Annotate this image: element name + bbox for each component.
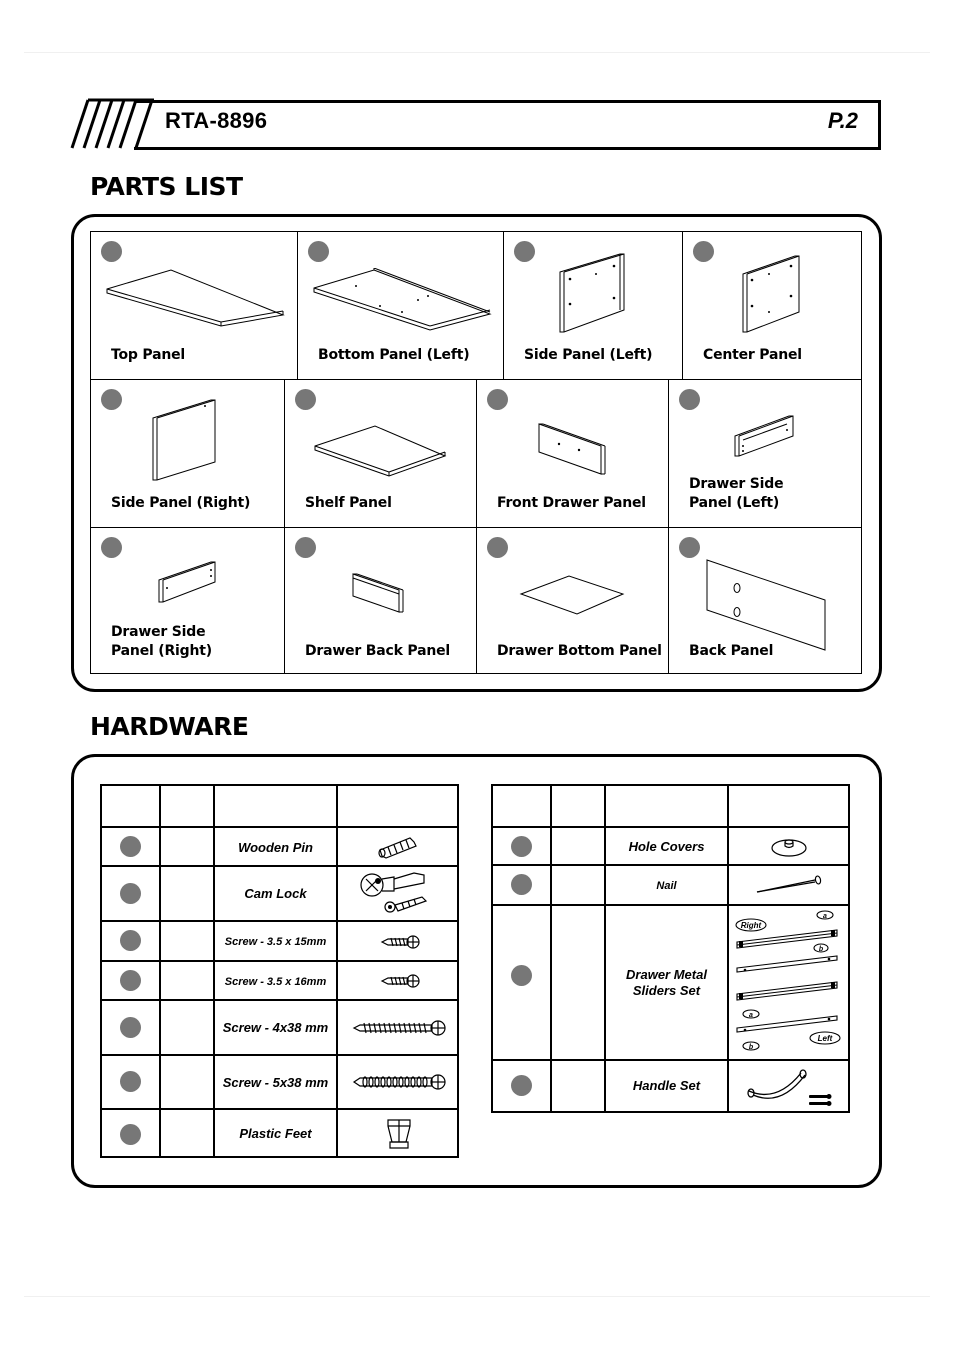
hardware-number-dot (120, 1124, 141, 1145)
slider-tag-left: Left (817, 1034, 833, 1043)
part-label: Drawer Back Panel (305, 643, 450, 659)
part-number-dot (487, 389, 508, 410)
plastic-foot-icon (384, 1116, 414, 1152)
part-cell (669, 528, 861, 673)
hardware-row (493, 866, 848, 906)
cam-lock-icon (358, 869, 434, 919)
wooden-pin-icon (376, 834, 420, 860)
long-screw-icon (352, 1070, 448, 1094)
part-number-dot (101, 537, 122, 558)
hardware-row (102, 828, 457, 867)
front-drawer-panel-drawing (535, 420, 609, 478)
page-number: P.2 (827, 108, 858, 133)
brand-stripes-icon (68, 98, 158, 150)
part-label-text: Drawer Side Panel (Left) (689, 476, 784, 511)
hardware-row (493, 906, 848, 1061)
bottom-panel-drawing (310, 268, 494, 334)
hardware-name: Screw - 3.5 x 15mm (224, 936, 327, 948)
hardware-row (102, 922, 457, 962)
part-cell (477, 528, 669, 673)
short-screw-icon (380, 932, 422, 952)
slider-tag-b: b (818, 946, 824, 953)
part-number-dot (295, 389, 316, 410)
part-label: Side Panel (Right) (111, 495, 251, 511)
part-label (689, 475, 829, 513)
part-label: Side Panel (Left) (524, 347, 653, 363)
hardware-number-dot (120, 970, 141, 991)
table-header-row (102, 786, 457, 828)
part-label: Top Panel (111, 347, 185, 363)
part-label: Shelf Panel (305, 495, 392, 511)
part-cell (91, 232, 298, 380)
hole-cover-icon (769, 834, 809, 858)
hardware-name: Screw - 3.5 x 16mm (224, 976, 327, 988)
part-number-dot (101, 389, 122, 410)
hardware-number-dot (511, 836, 532, 857)
part-label: Drawer Bottom Panel (497, 643, 662, 659)
part-number-dot (295, 537, 316, 558)
hardware-row (102, 1056, 457, 1110)
hardware-name: Screw - 5x38 mm (222, 1075, 329, 1090)
hardware-name: Wooden Pin (238, 840, 313, 855)
center-panel-drawing (739, 252, 805, 336)
part-cell (504, 232, 683, 380)
part-cell (285, 528, 477, 673)
nail-icon (755, 874, 825, 896)
handle-icon (743, 1065, 835, 1109)
drawer-bottom-panel-drawing (517, 574, 627, 618)
part-cell (477, 380, 669, 528)
hardware-number-dot (120, 836, 141, 857)
top-panel-drawing (103, 268, 287, 328)
hardware-number-dot (120, 1071, 141, 1092)
part-number-dot (308, 241, 329, 262)
part-number-dot (693, 241, 714, 262)
part-number-dot (514, 241, 535, 262)
hardware-name: Cam Lock (244, 886, 307, 901)
top-page-rule (24, 52, 930, 53)
side-panel-left-drawing (556, 252, 632, 336)
part-cell (285, 380, 477, 528)
part-cell (91, 380, 285, 528)
short-screw-icon (380, 971, 422, 991)
part-number-dot (487, 537, 508, 558)
hardware-row (493, 1061, 848, 1111)
hardware-name: Plastic Feet (239, 1126, 312, 1141)
hardware-number-dot (120, 930, 141, 951)
hardware-number-dot (120, 1017, 141, 1038)
hardware-row (102, 1110, 457, 1156)
hardware-number-dot (511, 874, 532, 895)
part-label: Bottom Panel (Left) (318, 347, 470, 363)
hardware-row (102, 962, 457, 1001)
table-header-row (493, 786, 848, 828)
part-cell (683, 232, 861, 380)
part-cell (298, 232, 504, 380)
model-code: RTA-8896 (165, 108, 268, 133)
part-label-text: Drawer Side Panel (Right) (111, 624, 212, 659)
hardware-table-right (491, 784, 850, 1113)
part-number-dot (679, 537, 700, 558)
slider-set-icon (733, 908, 845, 1058)
hardware-number-dot (511, 965, 532, 986)
hardware-number-dot (511, 1075, 532, 1096)
hardware-table-left (100, 784, 459, 1158)
hardware-number-dot (120, 883, 141, 904)
parts-list-title: PARTS LIST (90, 172, 243, 201)
part-cell (91, 528, 285, 673)
hardware-row (102, 867, 457, 922)
shelf-panel-drawing (311, 422, 451, 480)
bottom-page-rule (24, 1296, 930, 1297)
hardware-row (493, 828, 848, 866)
drawer-side-right-drawing (155, 558, 221, 608)
parts-grid (90, 231, 862, 674)
part-number-dot (679, 389, 700, 410)
hardware-name: Handle Set (632, 1078, 701, 1093)
hardware-title: HARDWARE (90, 712, 249, 741)
hardware-name: Screw - 4x38 mm (222, 1020, 329, 1035)
slider-tag-a: a (823, 913, 827, 920)
drawer-side-left-drawing (731, 410, 799, 460)
slider-tag-a: a (749, 1012, 753, 1019)
hardware-row (102, 1001, 457, 1056)
slider-tag-right: Right (740, 921, 762, 930)
side-panel-right-drawing (149, 398, 221, 484)
hardware-name: Nail (656, 880, 677, 892)
part-label (111, 623, 251, 661)
long-screw-icon (352, 1017, 448, 1039)
back-panel-drawing (703, 558, 829, 654)
slider-tag-b: b (748, 1044, 754, 1051)
hardware-name: Hole Covers (628, 839, 705, 854)
part-label: Center Panel (703, 347, 802, 363)
part-label: Front Drawer Panel (497, 495, 646, 511)
hardware-name: Drawer Metal Sliders Set (626, 967, 707, 998)
part-number-dot (101, 241, 122, 262)
part-cell (669, 380, 861, 528)
drawer-back-panel-drawing (349, 570, 409, 616)
part-label: Back Panel (689, 643, 774, 659)
